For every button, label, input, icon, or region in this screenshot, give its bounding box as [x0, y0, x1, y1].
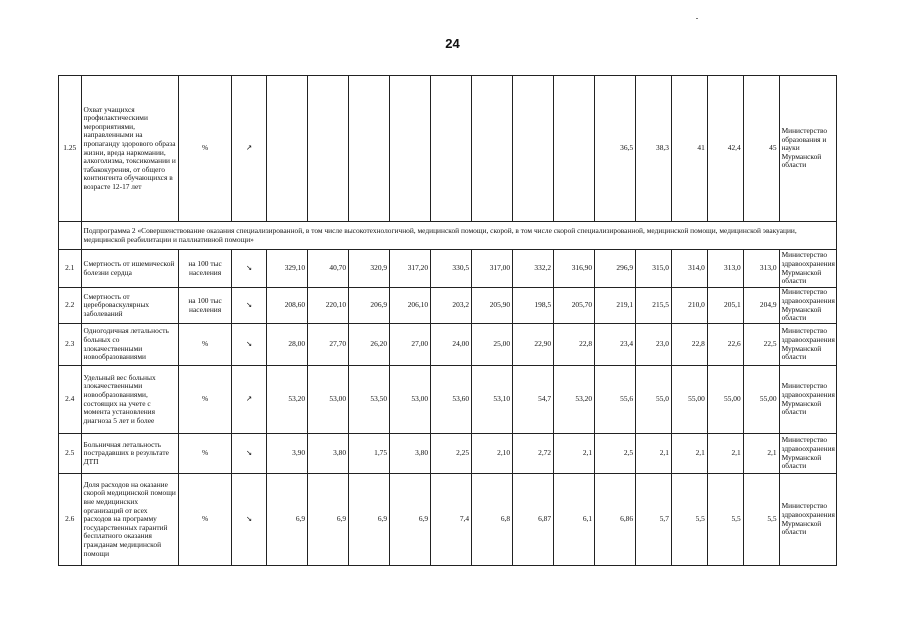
scan-speck [696, 18, 698, 19]
unit-cell: на 100 тыс населения [178, 288, 231, 324]
value-cell: 332,2 [513, 250, 554, 288]
value-cell: 27,00 [390, 324, 431, 366]
value-cell: 205,1 [707, 288, 743, 324]
value-cell: 53,20 [267, 366, 308, 434]
value-cell: 45 [743, 76, 779, 222]
value-cell: 42,4 [707, 76, 743, 222]
trend-arrow-icon: ↘ [232, 474, 267, 566]
value-cell: 36,5 [595, 76, 636, 222]
row-number: 2.5 [59, 434, 82, 474]
value-cell: 6,9 [349, 474, 390, 566]
responsible-ministry: Министерство здравоохранения Мурманской области [779, 288, 836, 324]
value-cell: 55,0 [636, 366, 672, 434]
trend-arrow-icon: ↗ [232, 366, 267, 434]
value-cell: 53,50 [349, 366, 390, 434]
value-cell: 220,10 [308, 288, 349, 324]
row-number: 2.4 [59, 366, 82, 434]
value-cell: 2,1 [554, 434, 595, 474]
value-cell: 329,10 [267, 250, 308, 288]
value-cell: 2,1 [743, 434, 779, 474]
value-cell: 22,90 [513, 324, 554, 366]
value-cell: 25,00 [472, 324, 513, 366]
value-cell: 40,70 [308, 250, 349, 288]
value-cell: 53,00 [390, 366, 431, 434]
table-row [59, 434, 837, 474]
trend-arrow-icon: ↘ [232, 434, 267, 474]
value-cell: 206,10 [390, 288, 431, 324]
indicator-name: Одногодичная летальность больных со злокачественными новообразованиями [81, 324, 178, 366]
value-cell: 205,90 [472, 288, 513, 324]
value-cell: 22,6 [707, 324, 743, 366]
value-cell: 2,1 [707, 434, 743, 474]
value-cell: 198,5 [513, 288, 554, 324]
value-cell: 3,80 [390, 434, 431, 474]
table-row [59, 76, 837, 222]
responsible-ministry: Министерство образования и науки Мурманской области [779, 76, 836, 222]
indicator-name: Удельный вес больных злокачественными новообразованиями, состоящих на учете с момента установления диагноза 5 лет и более [81, 366, 178, 434]
value-cell: 24,00 [431, 324, 472, 366]
value-cell: 54,7 [513, 366, 554, 434]
value-cell: 6,1 [554, 474, 595, 566]
value-cell: 22,8 [671, 324, 707, 366]
table-body [59, 76, 837, 566]
unit-cell: % [178, 474, 231, 566]
value-cell [390, 76, 431, 222]
value-cell [308, 76, 349, 222]
value-cell: 5,5 [707, 474, 743, 566]
table-row [59, 474, 837, 566]
indicator-name: Смертность от цереброваскулярных заболеваний [81, 288, 178, 324]
value-cell: 3,80 [308, 434, 349, 474]
value-cell: 2,10 [472, 434, 513, 474]
value-cell: 208,60 [267, 288, 308, 324]
indicator-name: Охват учащихся профилактическими мероприятиями, направленными на пропаганду здорового образа жизни, вреда наркомании, алкоголизма, токсикомании и табакокурения, от общего контингента обучающихся в возрасте 12-17 лет [81, 76, 178, 222]
value-cell: 5,5 [743, 474, 779, 566]
unit-cell: % [178, 366, 231, 434]
trend-arrow-icon: ↘ [232, 324, 267, 366]
value-cell: 53,60 [431, 366, 472, 434]
value-cell: 314,0 [671, 250, 707, 288]
value-cell: 26,20 [349, 324, 390, 366]
value-cell: 320,9 [349, 250, 390, 288]
value-cell: 317,20 [390, 250, 431, 288]
value-cell: 22,8 [554, 324, 595, 366]
value-cell: 6,8 [472, 474, 513, 566]
value-cell: 6,9 [267, 474, 308, 566]
unit-cell: % [178, 434, 231, 474]
trend-arrow-icon: ↗ [232, 76, 267, 222]
value-cell: 23,4 [595, 324, 636, 366]
indicator-name: Больничная летальность пострадавших в результате ДТП [81, 434, 178, 474]
value-cell: 203,2 [431, 288, 472, 324]
value-cell: 53,10 [472, 366, 513, 434]
subprogram-row [59, 222, 837, 250]
row-number: 1.25 [59, 76, 82, 222]
value-cell: 6,86 [595, 474, 636, 566]
value-cell: 296,9 [595, 250, 636, 288]
value-cell: 215,5 [636, 288, 672, 324]
value-cell: 53,20 [554, 366, 595, 434]
value-cell: 27,70 [308, 324, 349, 366]
trend-arrow-icon: ↘ [232, 250, 267, 288]
value-cell: 1,75 [349, 434, 390, 474]
value-cell: 28,00 [267, 324, 308, 366]
value-cell: 53,00 [308, 366, 349, 434]
value-cell: 6,87 [513, 474, 554, 566]
value-cell: 205,70 [554, 288, 595, 324]
responsible-ministry: Министерство здравоохранения Мурманской области [779, 366, 836, 434]
value-cell [349, 76, 390, 222]
value-cell: 2,1 [636, 434, 672, 474]
table-row [59, 250, 837, 288]
unit-cell: % [178, 324, 231, 366]
indicator-name: Смертность от ишемической болезни сердца [81, 250, 178, 288]
value-cell: 2,25 [431, 434, 472, 474]
value-cell [513, 76, 554, 222]
row-number: 2.3 [59, 324, 82, 366]
value-cell: 219,1 [595, 288, 636, 324]
table-row [59, 366, 837, 434]
trend-arrow-icon: ↘ [232, 288, 267, 324]
value-cell: 41 [671, 76, 707, 222]
row-number: 2.1 [59, 250, 82, 288]
value-cell: 55,6 [595, 366, 636, 434]
value-cell: 55,00 [671, 366, 707, 434]
value-cell: 313,0 [743, 250, 779, 288]
value-cell: 7,4 [431, 474, 472, 566]
row-number: 2.6 [59, 474, 82, 566]
value-cell: 5,5 [671, 474, 707, 566]
subprogram-title: Подпрограмма 2 «Совершенствование оказания специализированной, в том числе высокотехнологичной, медицинской помощи, скорой, в том числе скорой специализированной, медицинской помощи, медицинской эвакуации, медицинской реабилитации и паллиативной помощи» [81, 222, 836, 250]
value-cell: 6,9 [308, 474, 349, 566]
value-cell [554, 76, 595, 222]
value-cell: 2,72 [513, 434, 554, 474]
table-row [59, 324, 837, 366]
value-cell: 210,0 [671, 288, 707, 324]
value-cell: 2,1 [671, 434, 707, 474]
row-number: 2.2 [59, 288, 82, 324]
value-cell: 313,0 [707, 250, 743, 288]
value-cell [472, 76, 513, 222]
value-cell: 38,3 [636, 76, 672, 222]
responsible-ministry: Министерство здравоохранения Мурманской области [779, 434, 836, 474]
table-row [59, 288, 837, 324]
value-cell: 55,00 [707, 366, 743, 434]
value-cell [267, 76, 308, 222]
responsible-ministry: Министерство здравоохранения Мурманской области [779, 324, 836, 366]
value-cell: 317,00 [472, 250, 513, 288]
value-cell: 3,90 [267, 434, 308, 474]
unit-cell: % [178, 76, 231, 222]
value-cell: 204,9 [743, 288, 779, 324]
responsible-ministry: Министерство здравоохранения Мурманской области [779, 250, 836, 288]
value-cell: 6,9 [390, 474, 431, 566]
indicator-name: Доля расходов на оказание скорой медицинской помощи вне медицинских организаций от всех расходов на программу государственных гарантий бесплатного оказания гражданам медицинской помощи [81, 474, 178, 566]
value-cell: 23,0 [636, 324, 672, 366]
subprogram-num-cell [59, 222, 82, 250]
value-cell: 315,0 [636, 250, 672, 288]
value-cell: 22,5 [743, 324, 779, 366]
responsible-ministry: Министерство здравоохранения Мурманской области [779, 474, 836, 566]
value-cell: 55,00 [743, 366, 779, 434]
value-cell: 5,7 [636, 474, 672, 566]
value-cell: 316,90 [554, 250, 595, 288]
value-cell [431, 76, 472, 222]
page-number: 24 [445, 36, 460, 51]
value-cell: 330,5 [431, 250, 472, 288]
unit-cell: на 100 тыс населения [178, 250, 231, 288]
indicators-table [58, 75, 837, 566]
value-cell: 2,5 [595, 434, 636, 474]
value-cell: 206,9 [349, 288, 390, 324]
